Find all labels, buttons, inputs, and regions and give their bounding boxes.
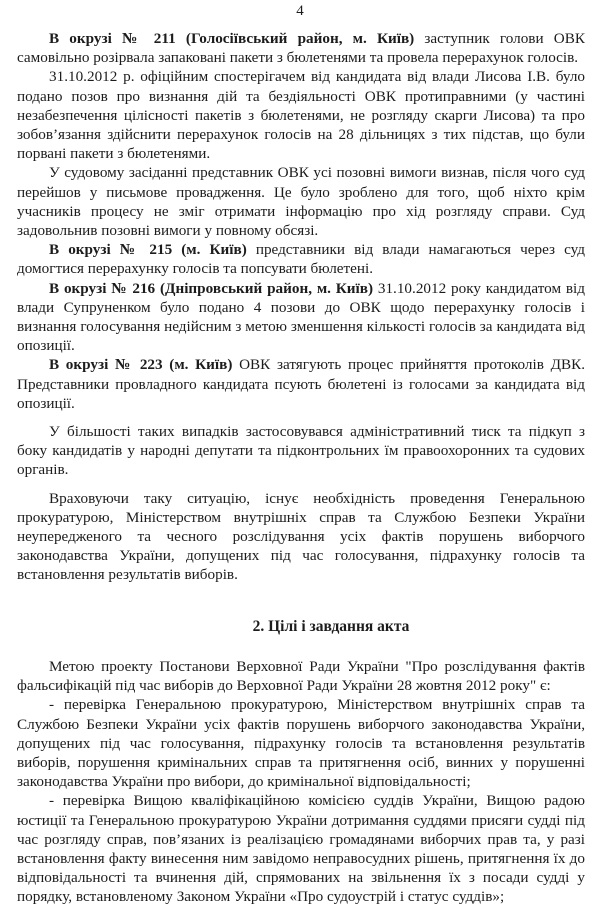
paragraph-text: заступник голови ОВК самовільно розірвала запаковані пакети з бюлетенями та провела перерахунок голосів.: [17, 30, 585, 67]
list-item-prosecutor-check: [17, 695, 585, 791]
list-item-judges-check: [17, 791, 585, 906]
paragraph-text: У судовому засіданні представник ОВК усі позовні вимоги визнав, після чого суд перейшов у письмове провадження. Це було зроблено для того, щоб ніхто крім учасників процесу не зміг отримати інформацію про хід розгляду справи. Суд задовольнив позовні вимоги у повному обсязі.: [17, 164, 585, 240]
paragraph-text: ОВК затягують процес прийняття протоколів ДВК. Представники провладного кандидата псують бюлетені із голосами за кандидата від опозиції.: [17, 356, 585, 412]
paragraph-text: представники від влади намагаються через суд домогтися перерахунку голосів та попсувати бюлетені.: [17, 241, 585, 278]
district-heading: В окрузі № 216 (Дніпровський район, м. Київ): [49, 279, 374, 297]
paragraph-text: - перевірка Вищою кваліфікаційною комісією суддів України, Вищою радою юстиції та Генеральною прокуратурою України дотримання суддями присяги судді під час розгляду справ, пов’язаних із реалізацією громадянами виборчих прав та, у разі встановлення факту винесення ним завідомо неправосудних рішень, притягнення їх до відповідальності та вчинення дій, спрямованих на звільнення їх з посади судді у порядку, встановленому Законом України «Про судоустрій і статус суддів»;: [17, 792, 585, 906]
district-heading: В окрузі № 211 (Голосіївський район, м. Київ): [49, 30, 415, 47]
district-heading: В окрузі № 223 (м. Київ): [49, 356, 233, 374]
spacer: [17, 636, 585, 657]
paragraph-text: 31.10.2012 року кандидатом від влади Супруненком було подано 4 позови до ОВК щодо перерахунку голосів і визнання голосування недійсним з метою зменшення кількості голосів за кандидата від опозиції.: [17, 279, 585, 355]
paragraph-lawsuit: [17, 67, 585, 163]
paragraph-text: Враховуючи таку ситуацію, існує необхідність проведення Генеральною прокуратурою, Міністерством внутрішніх справ та Службою Безпеки України неупередженого та чесного розслідування усіх фактів порушень виборчого законодавства України, допущених під час голосування, підрахунку голосів та встановлення результатів виборів.: [17, 489, 585, 584]
district-heading: В окрузі № 215 (м. Київ): [49, 241, 247, 259]
spacer: [17, 585, 585, 617]
spacer: [17, 480, 585, 489]
section-heading: 2. Цілі і завдання акта: [252, 617, 410, 635]
paragraph-purpose: [17, 657, 585, 695]
paragraph-district-216: [17, 279, 585, 356]
paragraph-district-223: [17, 355, 585, 413]
paragraph-court-session: [17, 163, 585, 240]
paragraph-text: - перевірка Генеральною прокуратурою, Міністерством внутрішніх справ та Службою Безпеки України усіх фактів порушень виборчого законодавства України, допущених під час голосування, підрахунку голосів та встановлення результатів виборів, порушення кримінальних справ та притягнення осіб, винних у порушенні законодавства України про вибори, до кримінальної відповідальності;: [17, 696, 585, 791]
spacer: [17, 413, 585, 422]
paragraph-pressure: [17, 422, 585, 480]
paragraph-text: У більшості таких випадків застосовувався адміністративний тиск та підкуп з боку кандидатів у народні депутати та підконтрольних їм правоохоронних та судових органів.: [17, 423, 585, 479]
paragraph-text: 31.10.2012 р. офіційним спостерігачем від кандидата від влади Лисова І.В. було подано позов про визнання дій та бездіяльності ОВК протиправними (у частині незабезпечення цілісності пакетів з бюлетенями, не розгляду скарги Лисова) та про зобов’язання здійснити перерахунок голосів на 28 дільницях з тих підстав, що були порвані пакети з бюлетенями.: [17, 68, 585, 163]
paragraph-investigation-need: [17, 489, 585, 585]
document-body: [17, 29, 585, 907]
paragraph-district-215: [17, 240, 585, 278]
paragraph-district-211: [17, 29, 585, 67]
page-number: 4: [296, 3, 304, 19]
paragraph-text: Метою проекту Постанови Верховної Ради України "Про розслідування фактів фальсифікацій під час виборів до Верховної Ради України 28 жовтня 2012 року" є:: [17, 657, 585, 695]
